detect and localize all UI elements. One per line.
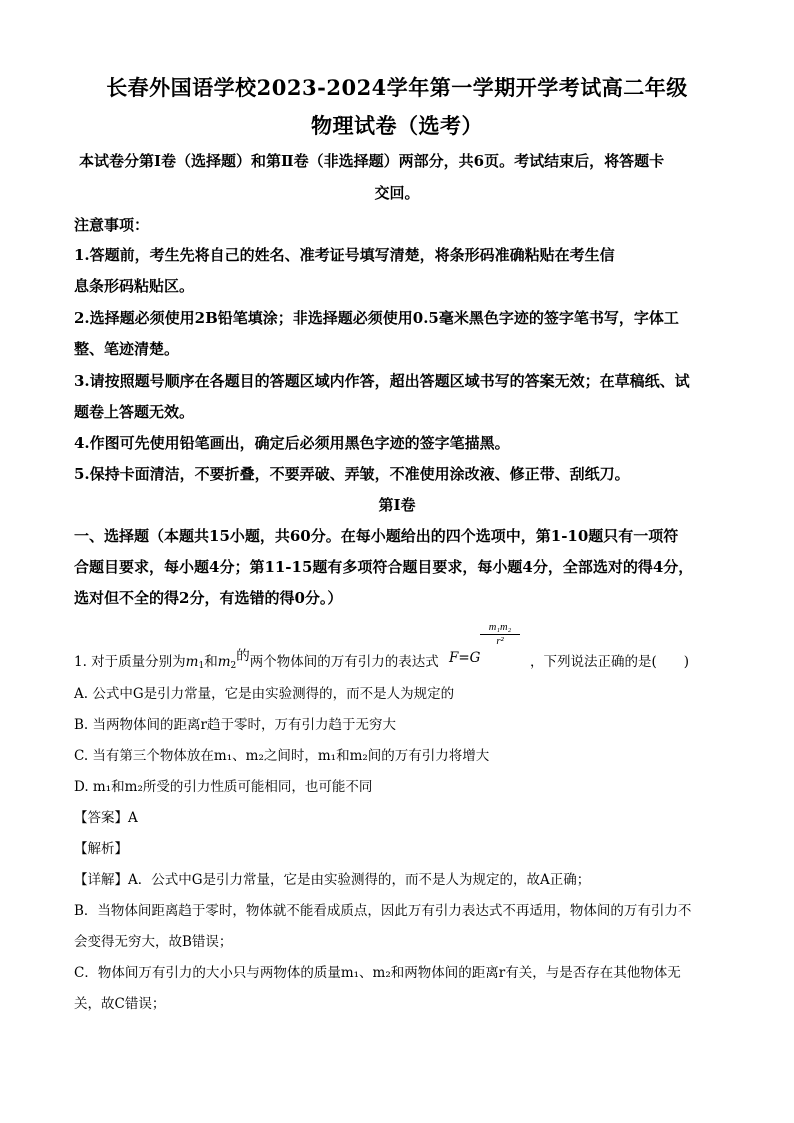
de-particle: 的 (236, 648, 250, 664)
mass-1: m (185, 654, 199, 670)
note-line: 5.保持卡面清洁，不要折叠，不要弄破、弄皱，不准使用涂改液、修正带、刮纸刀。 (74, 465, 630, 483)
option-a: A. 公式中G是引力常量，它是由实验测得的，而不是人为规定的 (74, 686, 455, 702)
question-1-stem-a: 1. 对于质量分别为 (74, 654, 186, 670)
question-1-stem-c: ，下列说法正确的是( ) (530, 654, 690, 670)
section-instruction: 一、选择题（本题共15小题，共60分。在每小题给出的四个选项中，第1-10题只有一项符 (74, 527, 679, 545)
note-line: 整、笔迹清楚。 (74, 340, 180, 358)
option-c: C. 当有第三个物体放在m₁、m₂之间时，m₁和m₂间的万有引力将增大 (74, 748, 490, 764)
detail-line: C．物体间万有引力的大小只与两物体的质量m₁、m₂和两物体间的距离r有关，与是否存在其他物体无 (74, 965, 681, 981)
fraction-denominator: r² (496, 636, 504, 647)
mass-2: m (217, 654, 231, 670)
answer-label: 【答案】A (74, 810, 138, 826)
notes-heading: 注意事项： (74, 216, 150, 234)
option-b: B. 当两物体间的距离r趋于零时，万有引力趋于无穷大 (74, 717, 396, 733)
question-1-stem-b: 两个物体间的万有引力的表达式 (249, 654, 439, 670)
section-instruction: 选对但不全的得2分，有选错的得0分。） (74, 589, 343, 607)
and-word: 和 (204, 654, 218, 670)
intro-line-1: 本试卷分第Ⅰ卷（选择题）和第Ⅱ卷（非选择题）两部分，共6页。考试结束后，将答题卡 (79, 152, 665, 170)
note-line: 2.选择题必须使用2B铅笔填涂；非选择题必须使用0.5毫米黑色字迹的签字笔书写，字体工 (74, 309, 679, 327)
section-instruction: 合题目要求，每小题4分；第11-15题有多项符合题目要求，每小题4分，全部选对的得4分， (74, 558, 694, 576)
note-line: 题卷上答题无效。 (74, 403, 195, 421)
gravity-fraction (480, 622, 520, 647)
formula-f-equals-g: F=G (449, 650, 481, 666)
analysis-label: 【解析】 (74, 841, 128, 857)
exam-title: 长春外国语学校2023-2024学年第一学期开学考试高二年级 (106, 75, 688, 100)
fraction-numerator: m₁m₂ (480, 622, 520, 635)
note-line: 4.作图可先使用铅笔画出，确定后必须用黑色字迹的签字笔描黑。 (74, 434, 510, 452)
mass-1-subscript: 1 (198, 661, 205, 671)
volume-heading: 第Ⅰ卷 (378, 496, 416, 514)
detail-line: 会变得无穷大，故B错误； (74, 934, 233, 950)
detail-line: 【详解】A．公式中G是引力常量，它是由实验测得的，而不是人为规定的，故A正确； (74, 872, 591, 888)
detail-line: 关，故C错误； (74, 996, 166, 1012)
detail-line: B．当物体间距离趋于零时，物体就不能看成质点，因此万有引力表达式不再适用，物体间的万有引力不 (74, 903, 692, 919)
intro-line-2: 交回。 (374, 184, 420, 202)
question-1-stem (74, 650, 439, 671)
option-d: D. m₁和m₂所受的引力性质可能相同，也可能不同 (74, 779, 373, 795)
exam-subtitle: 物理试卷（选考） (311, 113, 483, 138)
formula-prefix (449, 650, 480, 666)
note-line: 息条形码粘贴区。 (74, 277, 195, 295)
note-line: 1.答题前，考生先将自己的姓名、准考证号填写清楚，将条形码准确粘贴在考生信 (74, 246, 615, 264)
mass-2-subscript: 2 (230, 661, 237, 671)
note-line: 3.请按照题号顺序在各题目的答题区域内作答，超出答题区域书写的答案无效；在草稿纸、试 (74, 372, 690, 390)
